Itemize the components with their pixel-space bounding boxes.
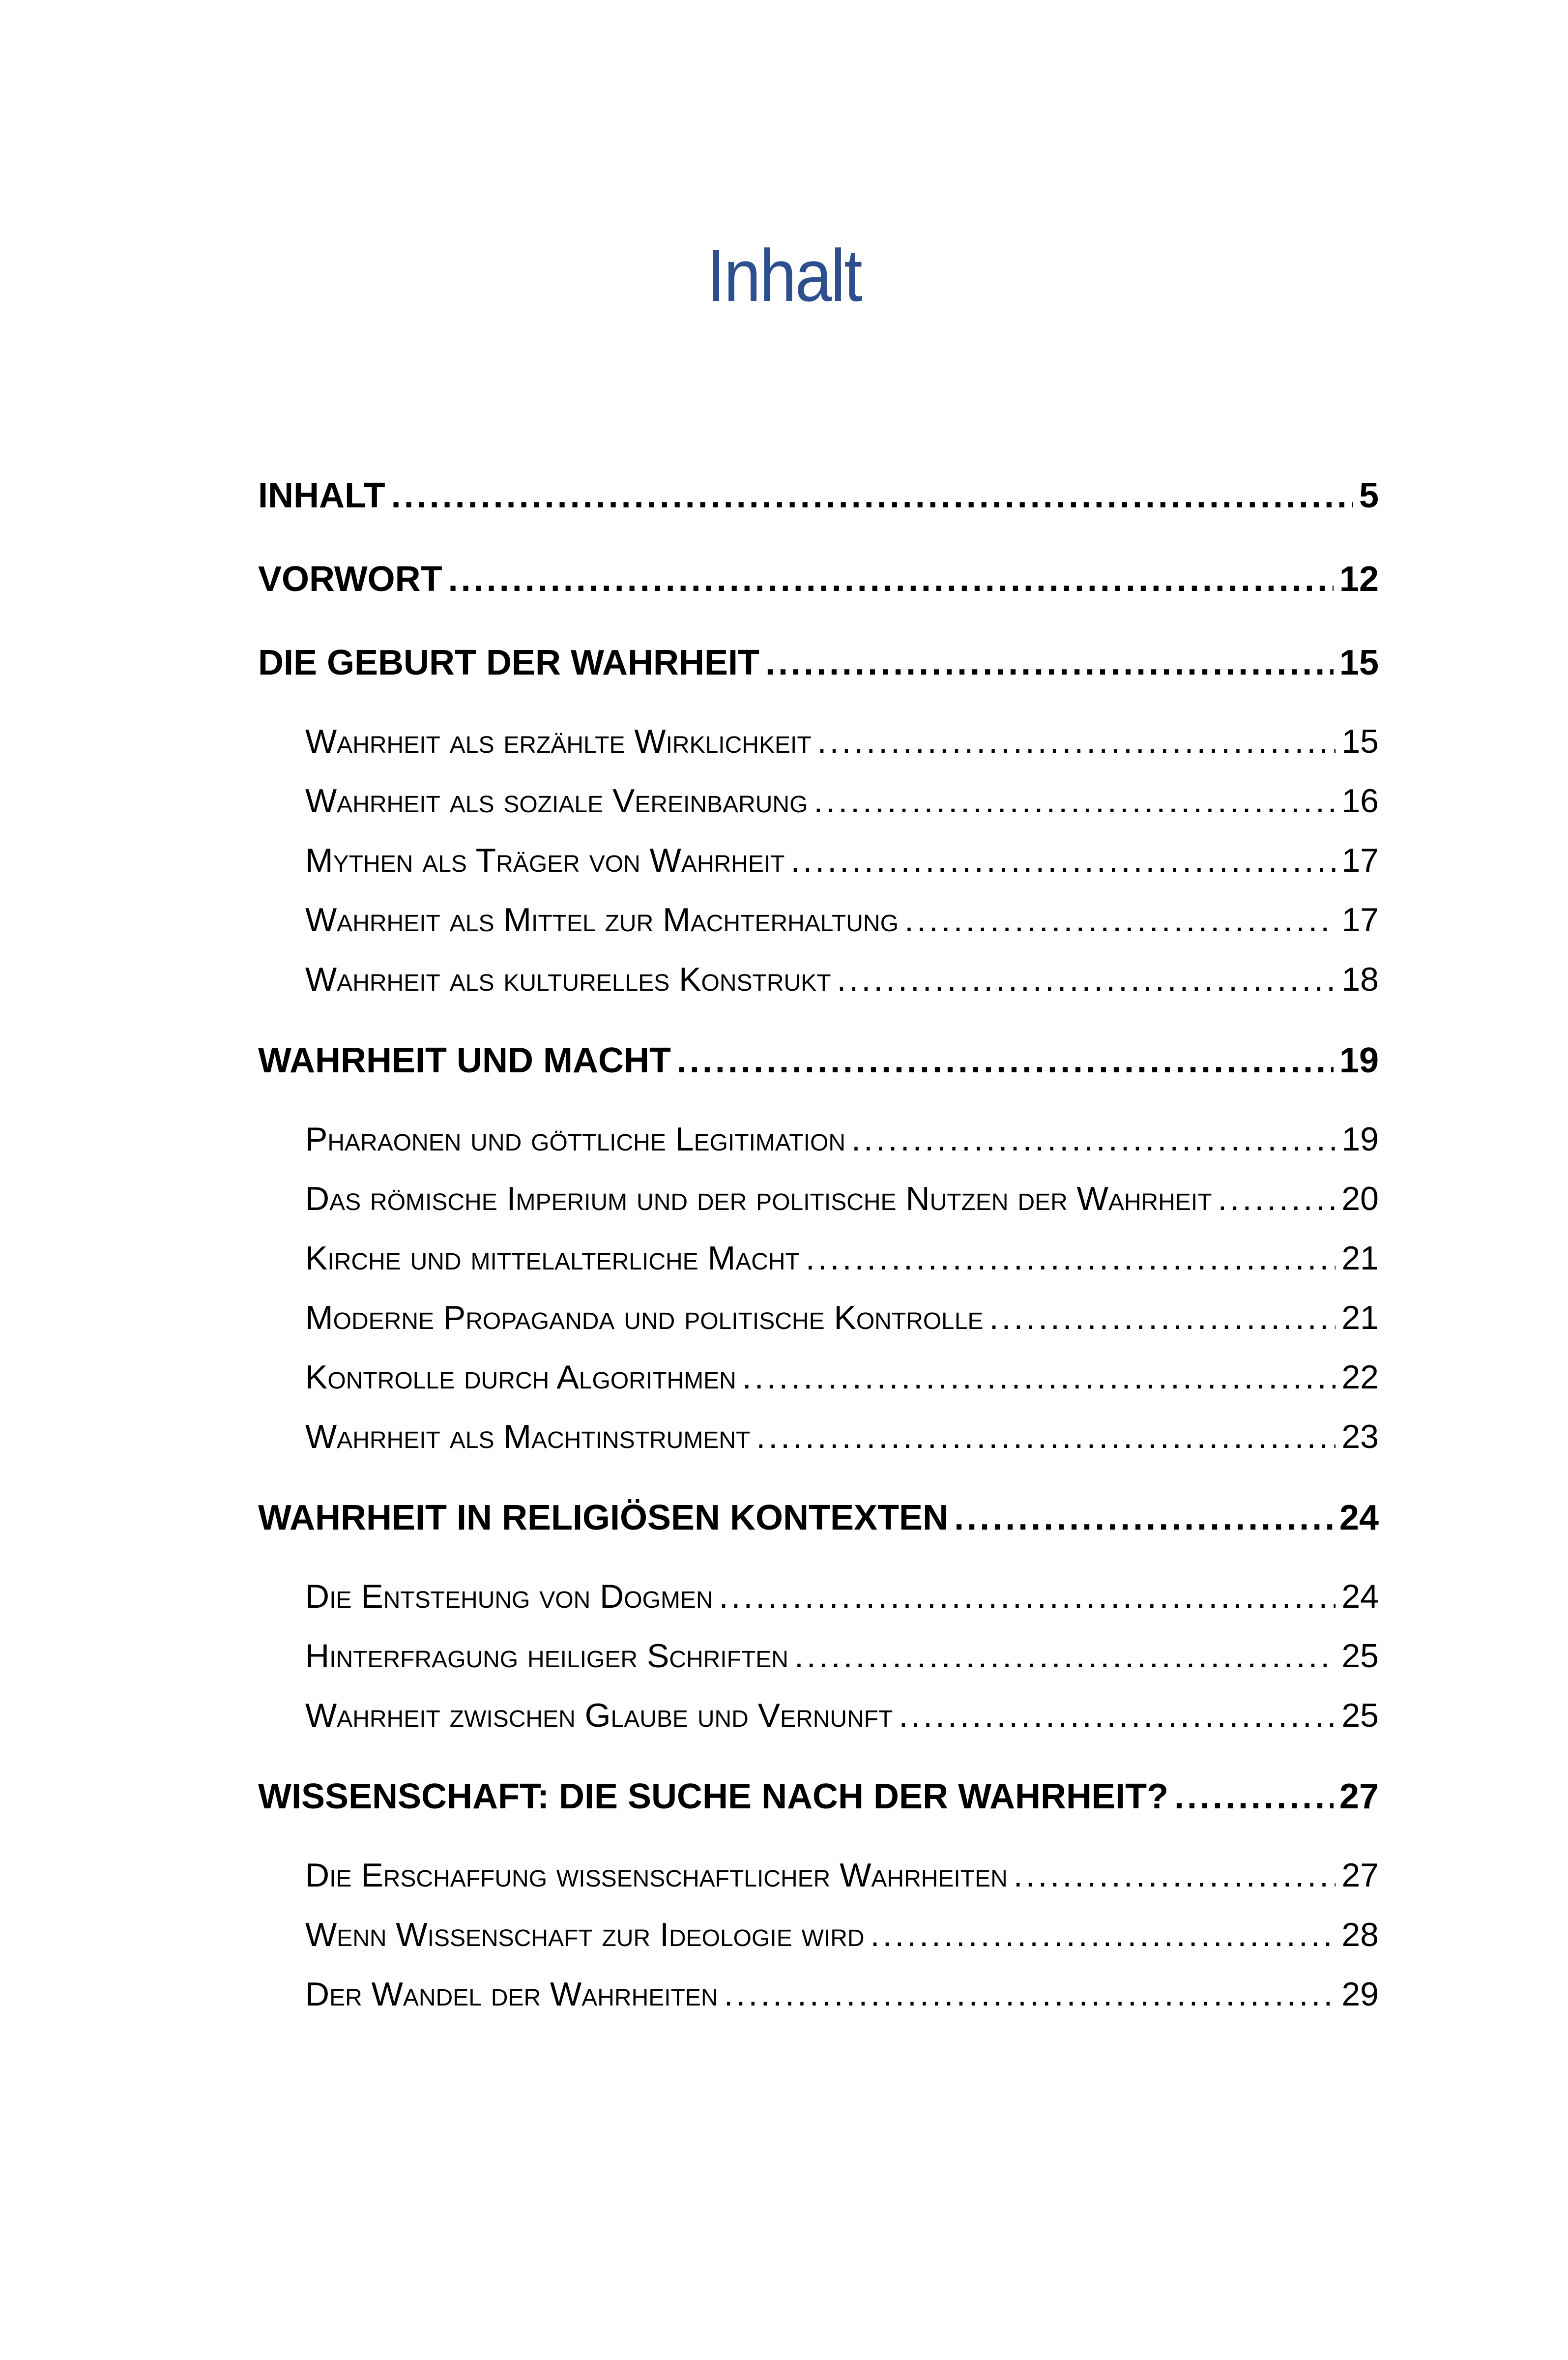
toc-entry-label: Mythen als Träger von Wahrheit: [305, 842, 785, 879]
toc-dot-leader: [837, 950, 1336, 1009]
toc-dot-leader: [765, 635, 1334, 690]
toc-section-entry[interactable]: [258, 831, 1379, 890]
toc-section-entry[interactable]: [258, 1407, 1379, 1467]
toc-section-entry[interactable]: [258, 1348, 1379, 1407]
toc-entry-label: Wahrheit als Machtinstrument: [305, 1418, 751, 1455]
toc-dot-leader: [756, 1407, 1336, 1467]
toc-page-number: 22: [1341, 1358, 1379, 1396]
toc-section-entry[interactable]: [258, 890, 1379, 950]
toc-dot-leader: [391, 468, 1353, 523]
toc-page-number: 17: [1341, 842, 1379, 879]
toc-page-number: 25: [1341, 1697, 1379, 1734]
toc-page-number: 21: [1341, 1299, 1379, 1336]
toc-entry-label: Die Entstehung von Dogmen: [305, 1578, 713, 1615]
toc-entry-label: Hinterfragung heiliger Schriften: [305, 1637, 788, 1675]
toc-section-entry[interactable]: [258, 1846, 1379, 1905]
toc-entry-label: Wenn Wissenschaft zur Ideologie wird: [305, 1916, 865, 1953]
toc-entry-label: Der Wandel der Wahrheiten: [305, 1976, 718, 2013]
toc-page-number: 12: [1339, 560, 1379, 599]
toc-entry-label: WAHRHEIT IN RELIGIÖSEN KONTEXTEN: [258, 1498, 949, 1537]
toc-entry-label: Wahrheit als Mittel zur Machterhaltung: [305, 901, 899, 939]
toc-chapter-entry[interactable]: [258, 1033, 1379, 1088]
toc-section-entry[interactable]: [258, 1905, 1379, 1965]
toc-dot-leader: [954, 1490, 1334, 1545]
toc-dot-leader: [871, 1905, 1336, 1965]
toc-entry-label: Kontrolle durch Algorithmen: [305, 1358, 736, 1396]
toc-entry-label: Die Erschaffung wissenschaftlicher Wahrheiten: [305, 1857, 1008, 1894]
toc-dot-leader: [899, 1686, 1336, 1745]
toc-section-entry[interactable]: [258, 1169, 1379, 1229]
toc-section-entry[interactable]: [258, 771, 1379, 831]
toc-section-entry[interactable]: [258, 1965, 1379, 2024]
toc-chapter-entry[interactable]: [258, 1490, 1379, 1545]
toc-entry-label: INHALT: [258, 476, 385, 515]
toc-dot-leader: [989, 1288, 1336, 1348]
toc-page-number: 16: [1341, 782, 1379, 820]
toc-entry-label: Kirche und mittelalterliche Macht: [305, 1239, 800, 1277]
toc-entry-label: DIE GEBURT DER WAHRHEIT: [258, 643, 760, 682]
toc-entry-label: WISSENSCHAFT: DIE SUCHE NACH DER WAHRHEIT?: [258, 1777, 1169, 1816]
toc-entry-label: Wahrheit zwischen Glaube und Vernunft: [305, 1697, 893, 1734]
toc-chapter-entry[interactable]: [258, 635, 1379, 690]
toc-section-entry[interactable]: [258, 950, 1379, 1009]
toc-page-number: 20: [1341, 1180, 1379, 1217]
toc-entry-label: Moderne Propaganda und politische Kontrolle: [305, 1299, 984, 1336]
table-of-contents: [258, 468, 1379, 2024]
toc-dot-leader: [1014, 1846, 1336, 1905]
toc-dot-leader: [448, 552, 1334, 607]
toc-section-entry[interactable]: [258, 1229, 1379, 1288]
toc-dot-leader: [791, 831, 1336, 890]
toc-page-number: 5: [1359, 476, 1379, 515]
toc-dot-leader: [1174, 1769, 1334, 1824]
toc-entry-label: Wahrheit als kulturelles Konstrukt: [305, 961, 831, 998]
toc-page-number: 19: [1339, 1041, 1379, 1080]
toc-dot-leader: [719, 1567, 1336, 1626]
toc-dot-leader: [851, 1110, 1336, 1169]
toc-dot-leader: [817, 712, 1336, 771]
toc-section-entry[interactable]: [258, 1567, 1379, 1626]
toc-section-entry[interactable]: [258, 1626, 1379, 1686]
toc-chapter-entry[interactable]: [258, 468, 1379, 523]
toc-page-number: 24: [1339, 1498, 1379, 1537]
toc-page-number: 19: [1341, 1121, 1379, 1158]
toc-dot-leader: [677, 1033, 1334, 1088]
toc-entry-label: Wahrheit als erzählte Wirklichkeit: [305, 723, 812, 760]
toc-section-entry[interactable]: [258, 1110, 1379, 1169]
toc-chapter-entry[interactable]: [258, 552, 1379, 607]
toc-entry-label: Pharaonen und göttliche Legitimation: [305, 1121, 846, 1158]
toc-page-number: 18: [1341, 961, 1379, 998]
toc-page-number: 17: [1341, 901, 1379, 939]
toc-page-number: 24: [1341, 1578, 1379, 1615]
toc-page-number: 27: [1339, 1777, 1379, 1816]
toc-entry-label: Wahrheit als soziale Vereinbarung: [305, 782, 808, 820]
toc-entry-label: WAHRHEIT UND MACHT: [258, 1041, 671, 1080]
toc-page-number: 29: [1341, 1976, 1379, 2013]
toc-dot-leader: [904, 890, 1336, 950]
toc-page-number: 15: [1341, 723, 1379, 760]
toc-page-number: 21: [1341, 1239, 1379, 1277]
toc-section-entry[interactable]: [258, 1686, 1379, 1745]
toc-entry-label: Das römische Imperium und der politische Nutzen der Wahrheit: [305, 1180, 1212, 1217]
toc-dot-leader: [813, 771, 1336, 831]
toc-page-number: 23: [1341, 1418, 1379, 1455]
toc-dot-leader: [742, 1348, 1336, 1407]
page-title: Inhalt: [706, 234, 862, 317]
toc-page-number: 25: [1341, 1637, 1379, 1675]
toc-dot-leader: [806, 1229, 1336, 1288]
toc-section-entry[interactable]: [258, 712, 1379, 771]
toc-page-number: 15: [1339, 643, 1379, 682]
toc-dot-leader: [794, 1626, 1336, 1686]
toc-dot-leader: [724, 1965, 1336, 2024]
toc-page-number: 27: [1341, 1857, 1379, 1894]
toc-dot-leader: [1218, 1169, 1336, 1229]
toc-chapter-entry[interactable]: [258, 1769, 1379, 1824]
toc-section-entry[interactable]: [258, 1288, 1379, 1348]
toc-entry-label: VORWORT: [258, 560, 442, 599]
toc-page-number: 28: [1341, 1916, 1379, 1953]
